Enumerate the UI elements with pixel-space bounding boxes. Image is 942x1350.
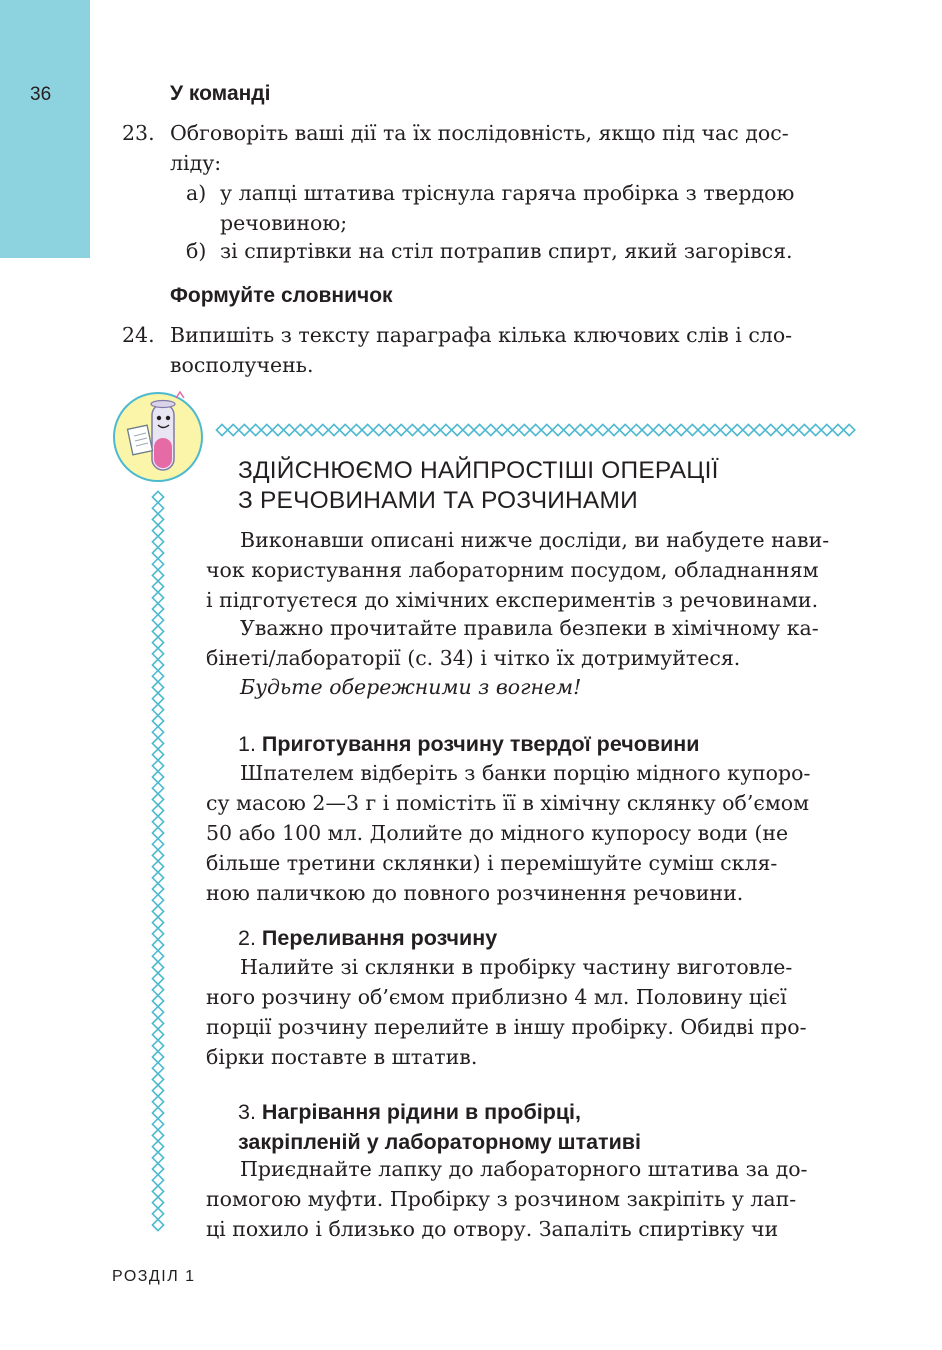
ornament-diamond [328,424,339,435]
ornament-diamond [351,424,362,435]
page-number: 36 [30,84,52,105]
ornament-diamond [452,424,463,435]
ornament-diamond [552,424,563,435]
text-line: чок користування лабораторним посудом, обладнанням [206,558,819,582]
ornament-diamond [152,1029,163,1040]
ornament-diamond [575,424,586,435]
experiment-title-line: Нагрівання рідини в пробірці, [261,1100,581,1124]
section-title [238,456,719,516]
ornament-diamond [152,525,163,536]
text-line: Шпателем відберіть з банки порцію мідного купоро- [240,761,811,785]
text-line: зі спиртівки на стіл потрапив спирт, який загорівся. [220,239,793,263]
ornament-diamond [152,839,163,850]
ornament-diamond [228,424,239,435]
ornament-diamond [152,727,163,738]
ornament-diamond [152,581,163,592]
ornament-diamond [152,1018,163,1029]
title-line: З РЕЧОВИНАМИ ТА РОЗЧИНАМИ [238,487,638,514]
ornament-diamond [152,704,163,715]
option-label: а) [186,181,207,205]
ornament-diamond [152,738,163,749]
text-line: ною паличкою до повного розчинення речовини. [206,881,744,905]
ornament-diamond [754,424,765,435]
ornament-diamond [152,1163,163,1174]
ornament-diamond [844,424,855,435]
ornament-diamond [152,1051,163,1062]
text-line: ці похило і близько до отвору. Запаліть спиртівку чи [206,1217,779,1241]
experiment-1-text [206,758,862,908]
ornament-diamond [152,603,163,614]
experiment-1-heading [238,729,700,759]
ornament-diamond [152,883,163,894]
ornament-diamond [631,424,642,435]
text-line: 50 або 100 мл. Долийте до мідного купоросу води (не [206,821,789,845]
ornament-diamond [799,424,810,435]
ornament-diamond [152,1040,163,1051]
experiment-2-heading [238,923,497,953]
ornament-diamond [152,805,163,816]
test-tube-mascot-icon [114,392,202,481]
ornament-diamond [508,424,519,435]
text-line: Виконавши описані нижче досліди, ви набудете нави- [240,528,830,552]
text-line: Приєднайте лапку до лабораторного штатива за до- [240,1157,808,1181]
horizontal-diamond-chain [216,424,854,435]
text-line: і підготуєтеся до хімічних експериментів з речовинами. [206,588,819,612]
text-line: восполучень. [170,353,314,377]
ornament-diamond [429,424,440,435]
ornament-diamond [788,424,799,435]
ornament-diamond [272,424,283,435]
ornament-diamond [152,771,163,782]
ornament-diamond [152,872,163,883]
ornament-diamond [152,1107,163,1118]
ornament-diamond [152,503,163,514]
ornament-diamond [216,424,227,435]
ornament-diamond [152,1130,163,1141]
text-line: Уважно прочитайте правила безпеки в хімічному ка- [240,616,819,640]
ornament-diamond [776,424,787,435]
ornament-diamond [152,794,163,805]
text-line: речовиною; [220,211,348,235]
ornament-diamond [152,1175,163,1186]
ornament-diamond [152,671,163,682]
ornament-diamond [152,547,163,558]
ornament-diamond [152,1208,163,1219]
question-number: 24. [122,323,155,347]
ornament-diamond [732,424,743,435]
ornament-diamond [698,424,709,435]
experiment-3-heading [238,1097,641,1157]
ornament-diamond [653,424,664,435]
ornament-diamond [396,424,407,435]
ornament-diamond [152,1063,163,1074]
experiment-title: Приготування розчину твердої речовини [261,732,700,756]
experiment-3-text [206,1154,862,1244]
ornament-diamond [317,424,328,435]
ornament-diamond [152,827,163,838]
ornament-diamond [152,1085,163,1096]
ornament-diamond [597,424,608,435]
experiment-2-text [206,952,862,1072]
chapter-footer: РОЗДІЛ 1 [112,1268,196,1285]
ornament-diamond [474,424,485,435]
ornament-diamond [152,995,163,1006]
ornament-diamond [152,1119,163,1130]
ornament-diamond [152,648,163,659]
ornament-diamond [373,424,384,435]
ornament-diamond [620,424,631,435]
ornament-diamond [152,749,163,760]
ornament-diamond [687,424,698,435]
team-heading: У команді [170,82,271,105]
experiment-number: 1. [238,732,256,756]
vertical-diamond-chain [152,491,163,1230]
ornament-diamond [152,984,163,995]
text-line: Обговоріть ваші дії та їх послідовність, якщо під час дос- [170,121,789,145]
ornament-diamond [152,1141,163,1152]
fire-warning: Будьте обережними з вогнем! [240,675,582,699]
ornament-diamond [152,514,163,525]
text-line: су масою 2—3 г і помістіть її в хімічну склянку об’ємом [206,791,810,815]
ornament-diamond [152,939,163,950]
ornament-diamond [152,962,163,973]
ornament-diamond [664,424,675,435]
ornament-diamond [152,816,163,827]
ornament-diamond [440,424,451,435]
ornament-diamond [152,570,163,581]
ornament-diamond [152,693,163,704]
ornament-diamond [295,424,306,435]
ornament-diamond [765,424,776,435]
text-line: бірки поставте в штатив. [206,1045,478,1069]
ornament-diamond [152,659,163,670]
experiment-number: 2. [238,926,256,950]
question-number: 23. [122,121,155,145]
ornament-diamond [418,424,429,435]
ornament-diamond [152,1007,163,1018]
ornament-diamond [709,424,720,435]
text-line: більше третини склянки) і перемішуйте суміш скля- [206,851,778,875]
ornament-diamond [152,682,163,693]
ornament-diamond [152,783,163,794]
ornament-diamond [152,906,163,917]
text-line: у лапці штатива тріснула гаряча пробірка з твердою [220,181,795,205]
ornament-diamond [152,559,163,570]
ornament-diamond [152,928,163,939]
ornament-diamond [152,951,163,962]
ornament-diamond [821,424,832,435]
ornament-diamond [152,1219,163,1230]
ornament-diamond [586,424,597,435]
experiment-title-line: закріпленій у лабораторному штативі [238,1130,641,1154]
ornament-diamond [362,424,373,435]
ornament-diamond [463,424,474,435]
ornament-diamond [261,424,272,435]
ornament-diamond [152,895,163,906]
ornament-diamond [676,424,687,435]
text-line: порції розчину перелийте в іншу пробірку. Обидві про- [206,1015,807,1039]
ornament-diamond [152,1152,163,1163]
ornament-diamond [250,424,261,435]
ornament-diamond [152,536,163,547]
ornament-diamond [152,973,163,984]
ornament-diamond [152,1096,163,1107]
ornament-diamond [284,424,295,435]
ornament-diamond [152,917,163,928]
intro-paragraph-2 [206,613,862,673]
text-line: ного розчину об’ємом приблизно 4 мл. Половину цієї [206,985,787,1009]
ornament-diamond [407,424,418,435]
text-line: Налийте зі склянки в пробірку частину виготовле- [240,955,793,979]
ornament-diamond [239,424,250,435]
vocab-heading: Формуйте словничок [170,284,393,307]
ornament-diamond [384,424,395,435]
text-line: Випишіть з тексту параграфа кілька ключових слів і сло- [170,323,793,347]
ornament-diamond [541,424,552,435]
intro-paragraph-1 [206,525,862,615]
option-label: б) [186,239,207,263]
ornament-diamond [832,424,843,435]
ornament-diamond [519,424,530,435]
ornament-diamond [564,424,575,435]
title-line: ЗДІЙСНЮЄМО НАЙПРОСТІШІ ОПЕРАЦІЇ [238,457,719,484]
text-line: ліду: [170,151,222,175]
ornament-diamond [642,424,653,435]
ornament-diamond [152,861,163,872]
ornament-diamond [152,760,163,771]
ornament-diamond [810,424,821,435]
ornament-diamond [152,592,163,603]
ornament-diamond [152,1186,163,1197]
ornament-diamond [743,424,754,435]
ornament-diamond [152,850,163,861]
ornament-diamond [496,424,507,435]
ornament-diamond [152,491,163,502]
experiment-number: 3. [238,1100,256,1124]
ornament-diamond [152,615,163,626]
text-line: бінеті/лабораторії (с. 34) і чітко їх дотримуйтеся. [206,646,741,670]
ornament-diamond [152,1074,163,1085]
ornament-diamond [152,1197,163,1208]
ornament-diamond [720,424,731,435]
experiment-title: Переливання розчину [261,926,498,950]
ornament-diamond [152,637,163,648]
ornament-diamond [152,715,163,726]
ornament-diamond [340,424,351,435]
ornament-diamond [485,424,496,435]
ornament-diamond [152,626,163,637]
ornament-diamond [530,424,541,435]
text-line: помогою муфти. Пробірку з розчином закріпіть у лап- [206,1187,797,1211]
ornament-diamond [608,424,619,435]
ornament-diamond [306,424,317,435]
